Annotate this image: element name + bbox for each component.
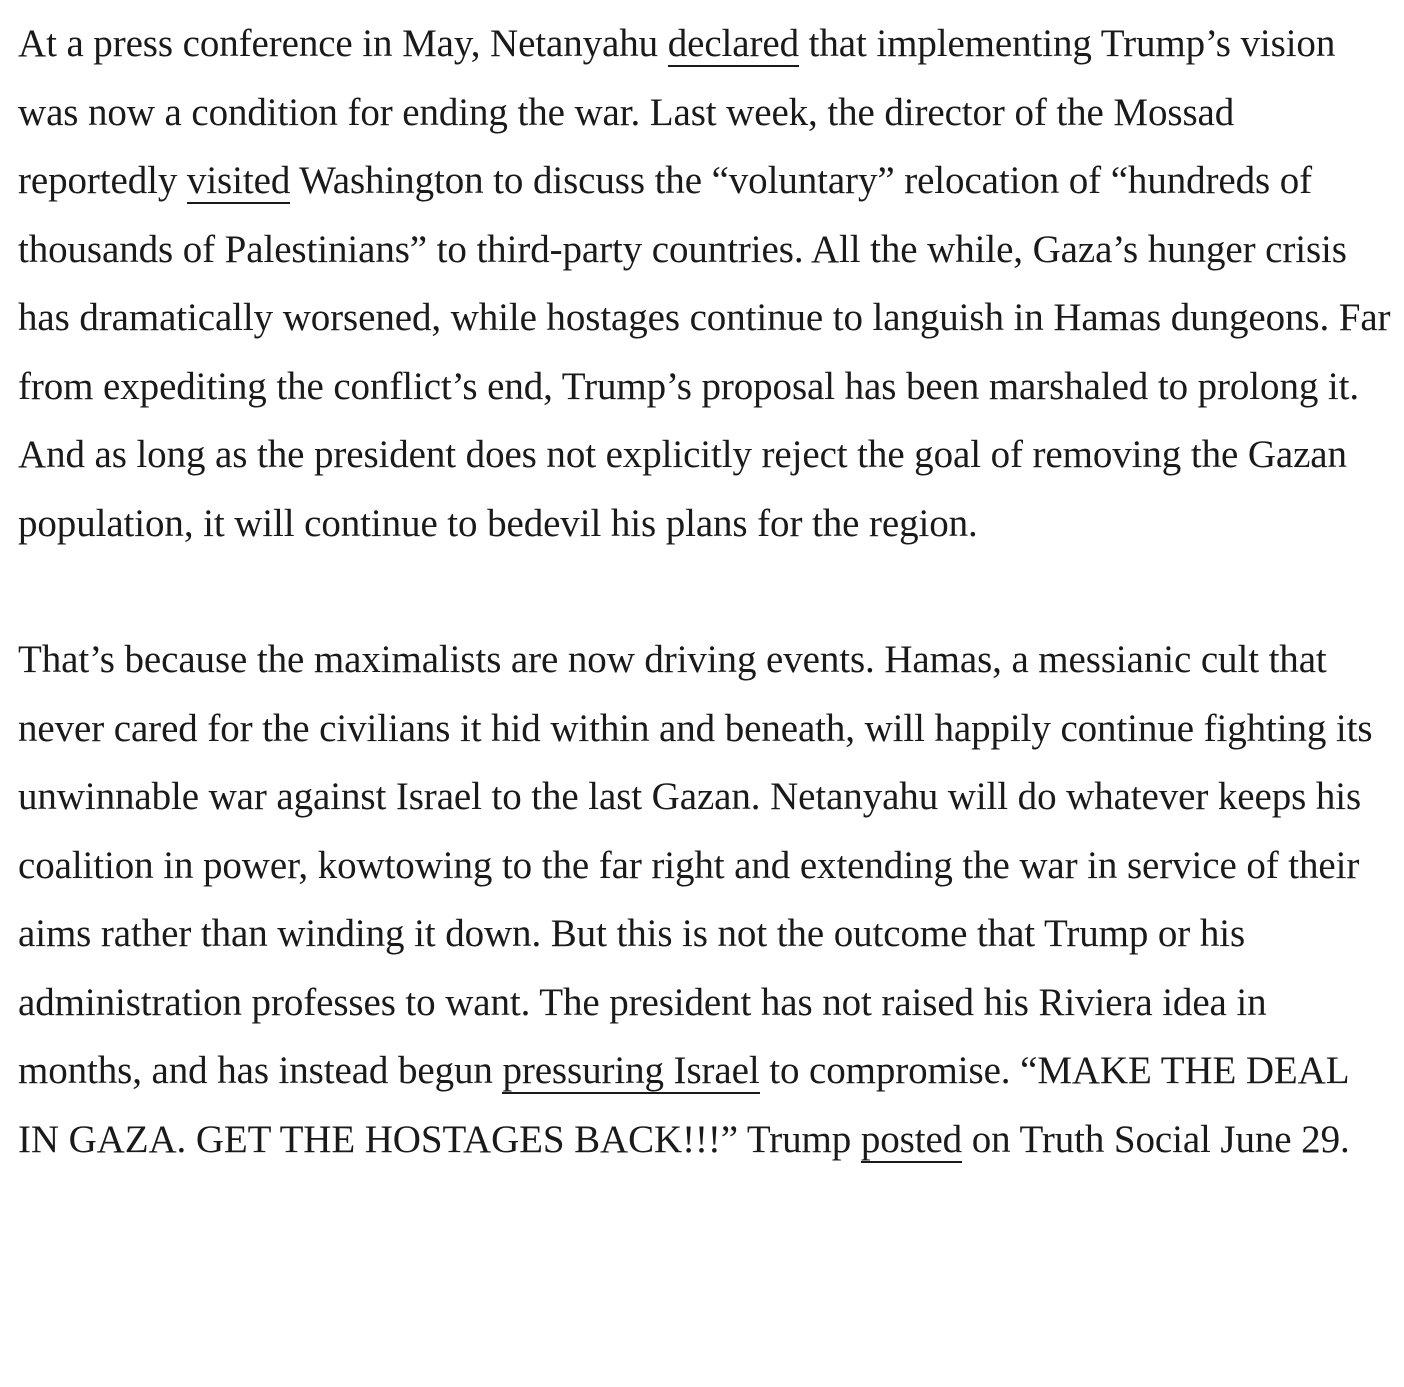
paragraph [18,10,1394,558]
article-body [18,10,1394,1174]
paragraph-text: That’s because the maximalists are now driving events. Hamas, a messianic cult that never cared for the civilians it hid within and beneath, will happily continue fighting its unwinnable war against Israel to the last Gazan. Netanyahu will do whatever keeps his coalition in power, kowtowing to the far right and extending the war in service of their aims rather than winding it down. But this is not the outcome that Trump or his administration professes to want. The president has not raised his Riviera idea in months, and has instead begun [18,638,1373,1092]
paragraph-text: to compromise. “MAKE THE DEAL IN GAZA. GET THE HOSTAGES BACK!!!” Trump [18,1049,1348,1161]
link-pressuring-israel[interactable]: pressuring Israel [502,1049,760,1092]
link-visited[interactable]: visited [186,159,291,202]
paragraph-text: that implementing Trump’s vision was now a condition for ending the war. Last week, the director of the Mossad reportedly [18,22,1336,202]
link-declared[interactable]: declared [667,22,799,65]
paragraph [18,626,1394,1174]
paragraph-text: At a press conference in May, Netanyahu [18,22,668,65]
paragraph-text: Washington to discuss the “voluntary” relocation of “hundreds of thousands of Palestinians” to third-party countries. All the while, Gaza’s hunger crisis has dramatically worsened, while hostages continue to languish in Hamas dungeons. Far from expediting the conflict’s end, Trump’s proposal has been marshaled to prolong it. And as long as the president does not explicitly reject the goal of removing the Gazan population, it will continue to bedevil his plans for the region. [18,159,1391,545]
paragraph-text: on Truth Social June 29. [962,1117,1350,1161]
link-posted[interactable]: posted [860,1117,963,1161]
